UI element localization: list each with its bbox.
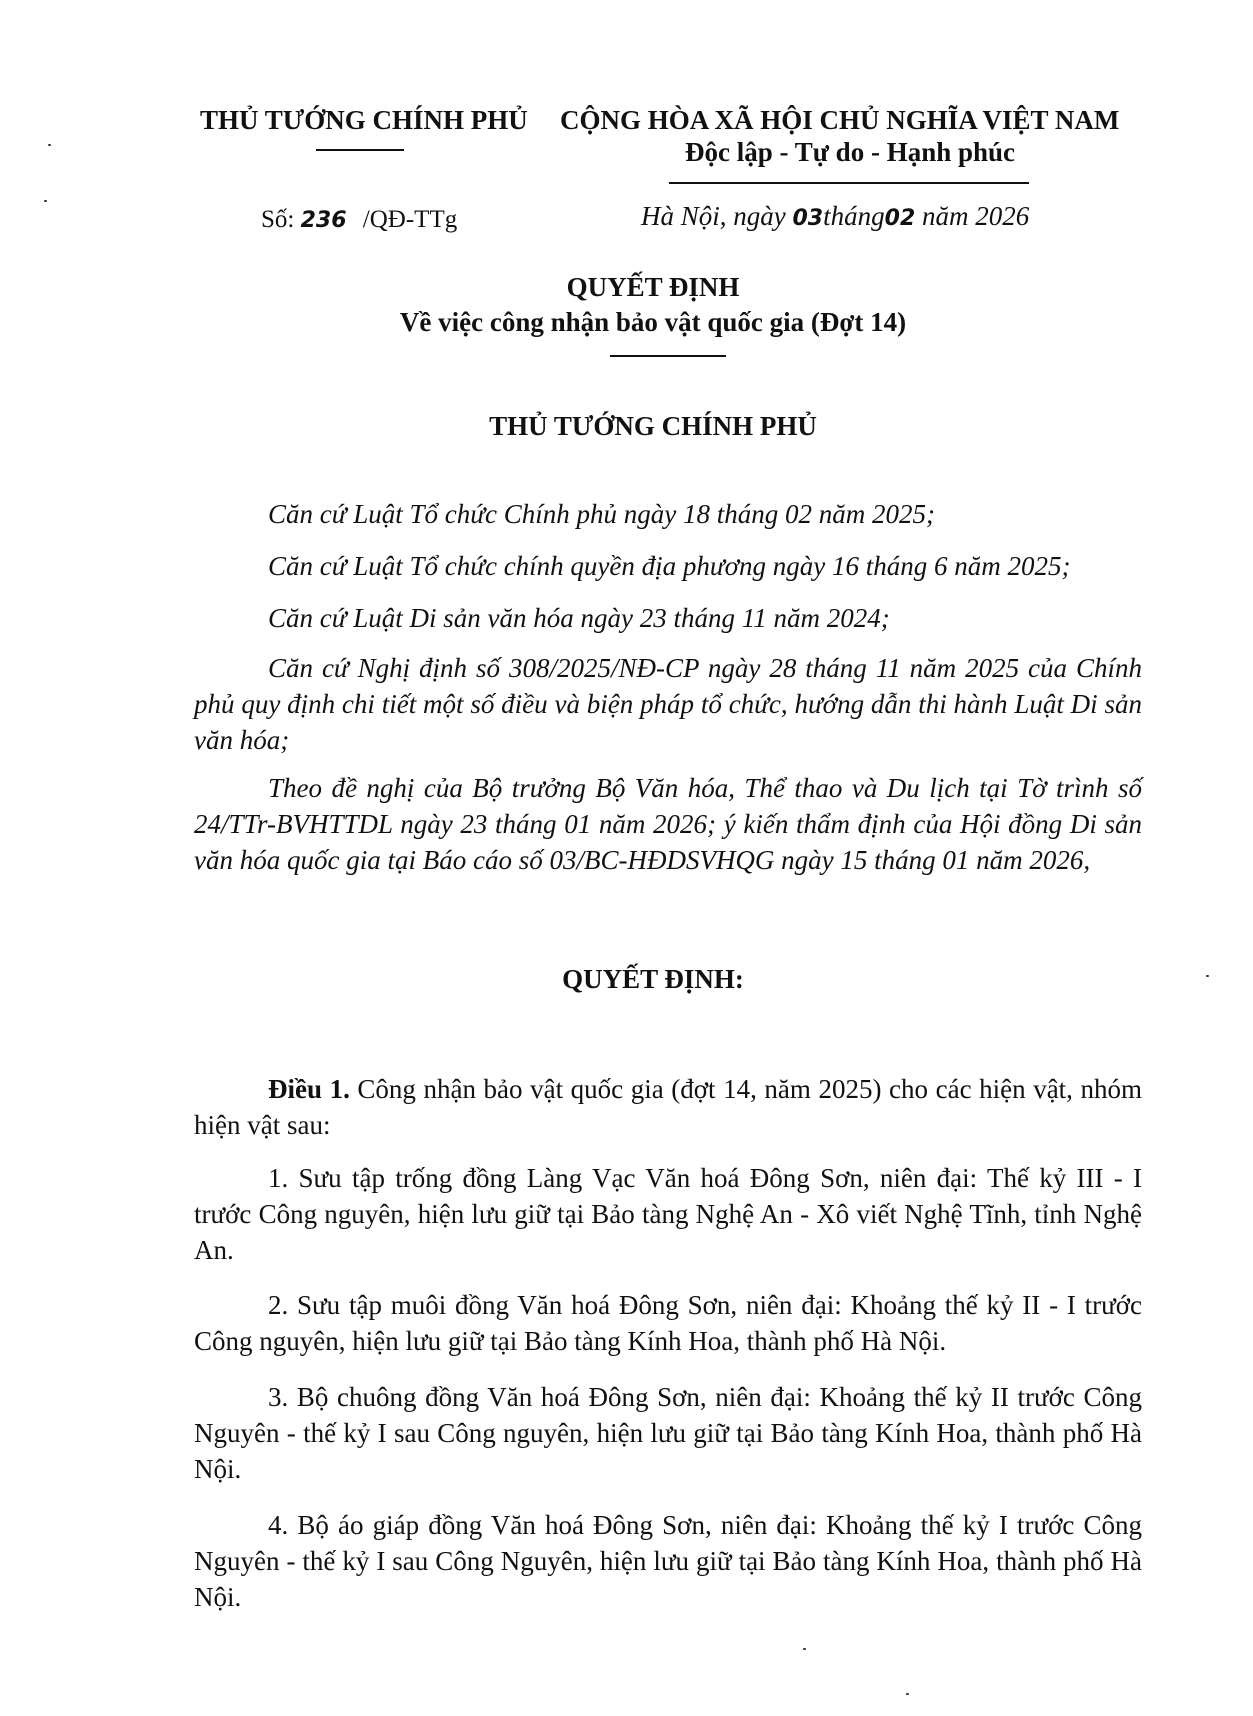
agency-underline: [316, 149, 404, 151]
preamble-3: Căn cứ Luật Di sản văn hóa ngày 23 tháng 11 năm 2024;: [268, 603, 890, 633]
date-month-label: tháng: [823, 201, 885, 231]
date-month-handwritten: 02: [884, 206, 916, 231]
motto-underline: [669, 182, 1029, 184]
country-name: CỘNG HÒA XÃ HỘI CHỦ NGHĨA VIỆT NAM: [560, 105, 1120, 135]
scan-speck: [1206, 975, 1209, 977]
number-prefix: Số:: [261, 206, 295, 233]
preamble-1: Căn cứ Luật Tổ chức Chính phủ ngày 18 tháng 02 năm 2025;: [268, 499, 935, 529]
scan-speck: [44, 200, 47, 202]
list-item-3: 3. Bộ chuông đồng Văn hoá Đông Sơn, niên đại: Khoảng thế kỷ II trước Công Nguyên - thế kỷ I sau Công nguyên, hiện lưu giữ tại Bảo tàng Kính Hoa, thành phố Hà Nội.: [194, 1382, 1142, 1484]
number-handwritten: 236: [300, 208, 347, 233]
title-underline: [610, 355, 726, 357]
decision-heading: QUYẾT ĐỊNH:: [562, 964, 744, 994]
date-prefix: Hà Nội, ngày: [641, 201, 786, 231]
date-day-handwritten: 03: [792, 206, 824, 231]
preamble-4: Căn cứ Nghị định số 308/2025/NĐ-CP ngày 28 tháng 11 năm 2025 của Chính phủ quy định chi tiết một số điều và biện pháp tổ chức, hướng dẫn thi hành Luật Di sản văn hóa;: [194, 653, 1142, 755]
preamble-5: Theo đề nghị của Bộ trưởng Bộ Văn hóa, Thể thao và Du lịch tại Tờ trình số 24/TTr-BVHTTDL ngày 23 tháng 01 năm 2026; ý kiến thẩm định của Hội đồng Di sản văn hóa quốc gia tại Báo cáo số 03/BC-HĐDSVHQG ngày 15 tháng 01 năm 2026,: [194, 773, 1142, 875]
document-number: [261, 203, 457, 238]
scan-speck: [803, 1648, 806, 1650]
preamble-2: Căn cứ Luật Tổ chức chính quyền địa phương ngày 16 tháng 6 năm 2025;: [268, 551, 1071, 581]
national-motto: Độc lập - Tự do - Hạnh phúc: [684, 137, 1016, 167]
date-line: [641, 199, 1029, 236]
article-1-label: Điều 1.: [268, 1074, 350, 1104]
scan-speck: [48, 144, 51, 146]
list-item-4: 4. Bộ áo giáp đồng Văn hoá Đông Sơn, niên đại: Khoảng thế kỷ I trước Công Nguyên - thế kỷ I sau Công Nguyên, hiện lưu giữ tại Bảo tàng Kính Hoa, thành phố Hà Nội.: [194, 1510, 1142, 1612]
article-1-text: Công nhận bảo vật quốc gia (đợt 14, năm 2025) cho các hiện vật, nhóm hiện vật sau:: [194, 1074, 1142, 1140]
article-1: [194, 1071, 1142, 1143]
number-suffix: /QĐ-TTg: [362, 206, 458, 233]
issuing-authority: THỦ TƯỚNG CHÍNH PHỦ: [489, 411, 817, 441]
list-item-2: 2. Sưu tập muôi đồng Văn hoá Đông Sơn, niên đại: Khoảng thế kỷ II - I trước Công nguyên, hiện lưu giữ tại Bảo tàng Kính Hoa, thành phố Hà Nội.: [194, 1290, 1142, 1356]
document-title: QUYẾT ĐỊNH: [566, 272, 740, 302]
agency-name: THỦ TƯỚNG CHÍNH PHỦ: [200, 105, 528, 135]
document-subtitle: Về việc công nhận bảo vật quốc gia (Đợt 14): [399, 307, 907, 337]
list-item-1: 1. Sưu tập trống đồng Làng Vạc Văn hoá Đông Sơn, niên đại: Thế kỷ III - I trước Công nguyên, hiện lưu giữ tại Bảo tàng Nghệ An - Xô viết Nghệ Tĩnh, tỉnh Nghệ An.: [194, 1163, 1142, 1265]
scan-speck: [906, 1693, 909, 1695]
date-year: năm 2026: [922, 201, 1030, 231]
